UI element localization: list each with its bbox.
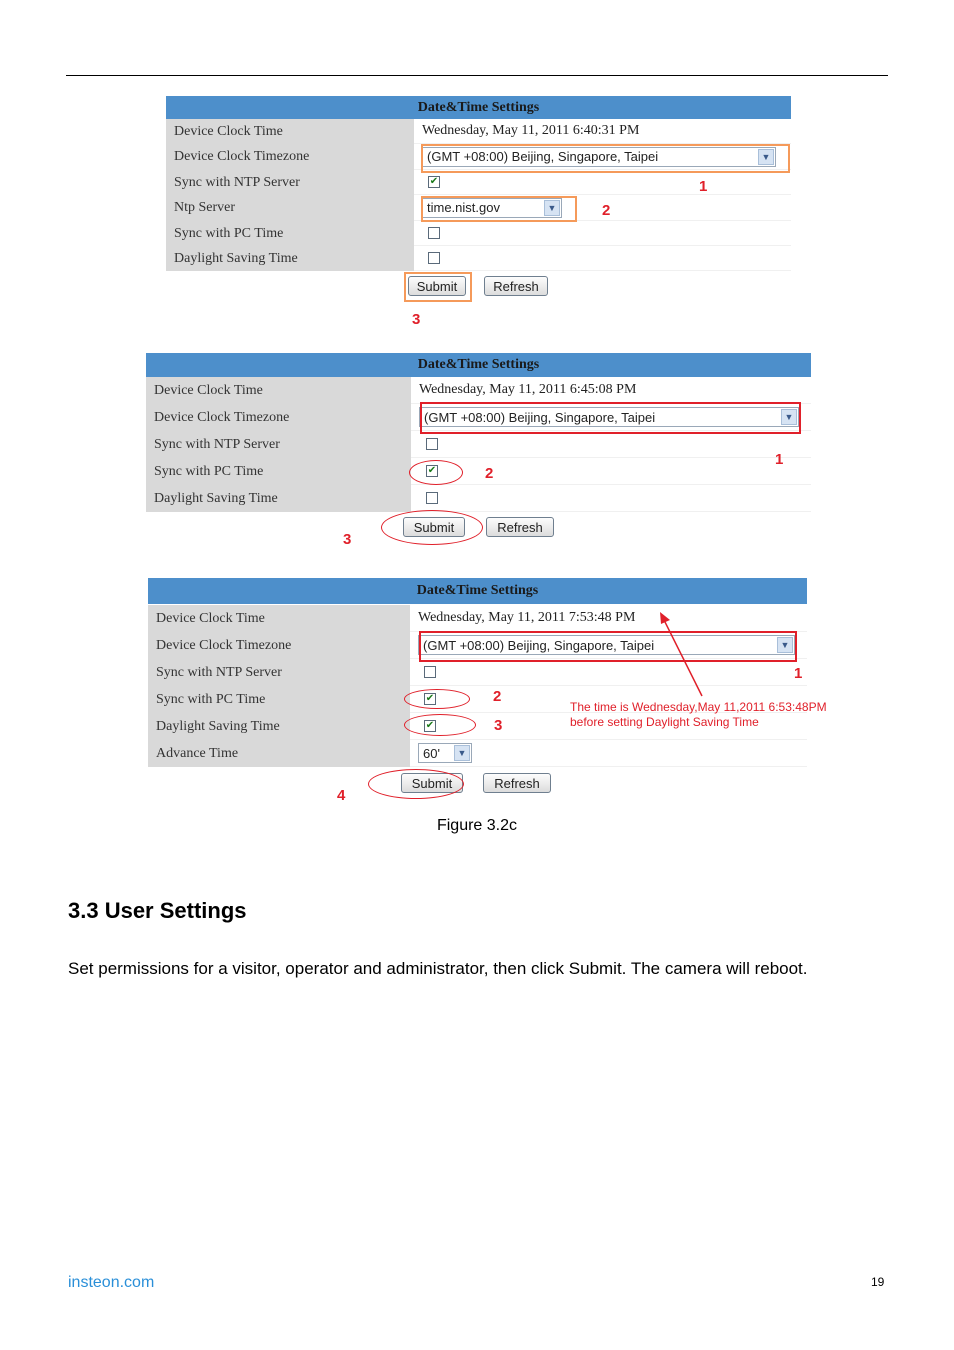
figure-caption: Figure 3.2c bbox=[436, 817, 518, 834]
row-label: Daylight Saving Time bbox=[166, 246, 414, 271]
submit-button[interactable]: Submit bbox=[403, 517, 465, 537]
page-number: 19 bbox=[871, 1275, 885, 1289]
timezone-select-value: (GMT +08:00) Beijing, Singapore, Taipei bbox=[423, 637, 655, 653]
annotation-note bbox=[570, 700, 850, 730]
refresh-button[interactable]: Refresh bbox=[484, 276, 548, 296]
callout-number: 1 bbox=[775, 451, 784, 468]
row-device-clock-time bbox=[146, 377, 811, 404]
row-advance-time bbox=[148, 740, 807, 767]
advance-time-select[interactable] bbox=[418, 743, 472, 763]
sync-pc-checkbox[interactable] bbox=[428, 227, 440, 239]
refresh-button[interactable]: Refresh bbox=[483, 773, 551, 793]
row-label: Daylight Saving Time bbox=[146, 485, 411, 512]
body-paragraph: Set permissions for a visitor, operator and administrator, then click Submit. The camera will reboot. bbox=[68, 959, 808, 978]
callout-number: 1 bbox=[699, 178, 708, 195]
row-sync-pc bbox=[146, 458, 811, 485]
row-label: Advance Time bbox=[148, 740, 410, 767]
row-label: Device Clock Time bbox=[146, 377, 411, 404]
daylight-saving-checkbox[interactable] bbox=[426, 492, 438, 504]
row-label: Sync with PC Time bbox=[146, 458, 411, 485]
sync-pc-checkbox[interactable]: ✔ bbox=[427, 465, 437, 476]
timezone-select-value: (GMT +08:00) Beijing, Singapore, Taipei bbox=[424, 409, 656, 425]
highlight-box bbox=[421, 144, 790, 173]
device-clock-time-value: Wednesday, May 11, 2011 6:40:31 PM bbox=[414, 119, 791, 144]
sync-ntp-checkbox[interactable]: ✔ bbox=[429, 176, 439, 187]
advance-time-select-value: 60' bbox=[423, 745, 440, 761]
submit-button[interactable]: Submit bbox=[408, 276, 466, 296]
row-label: Sync with NTP Server bbox=[148, 659, 410, 686]
device-clock-time-value: Wednesday, May 11, 2011 7:53:48 PM bbox=[410, 605, 807, 632]
ntp-server-select-value: time.nist.gov bbox=[427, 200, 500, 215]
callout-number: 3 bbox=[343, 531, 352, 548]
row-device-clock-time bbox=[166, 119, 791, 144]
panel-title: Date&Time Settings bbox=[166, 96, 791, 119]
submit-button[interactable]: Submit bbox=[401, 773, 463, 793]
callout-number: 2 bbox=[485, 465, 494, 482]
highlight-ellipse bbox=[409, 460, 463, 485]
row-label: Ntp Server bbox=[166, 195, 414, 221]
panel-title: Date&Time Settings bbox=[148, 578, 807, 604]
row-label: Sync with NTP Server bbox=[166, 170, 414, 195]
daylight-saving-checkbox[interactable] bbox=[428, 252, 440, 264]
row-label: Device Clock Time bbox=[148, 605, 410, 632]
row-label: Device Clock Timezone bbox=[166, 144, 414, 170]
callout-number: 2 bbox=[493, 688, 502, 705]
timezone-select-value: (GMT +08:00) Beijing, Singapore, Taipei bbox=[427, 149, 659, 164]
row-label: Daylight Saving Time bbox=[148, 713, 410, 740]
chevron-down-icon[interactable]: ▼ bbox=[544, 200, 560, 216]
section-heading: 3.3 User Settings bbox=[68, 898, 247, 923]
chevron-down-icon[interactable]: ▼ bbox=[781, 409, 797, 425]
row-sync-ntp bbox=[146, 431, 811, 458]
row-sync-pc bbox=[166, 221, 791, 246]
row-label: Sync with PC Time bbox=[166, 221, 414, 246]
annotation-note-line: The time is Wednesday,May 11,2011 6:53:48PM bbox=[570, 700, 827, 714]
chevron-down-icon[interactable]: ▼ bbox=[454, 745, 470, 761]
annotation-note-line: before setting Daylight Saving Time bbox=[570, 715, 759, 729]
row-sync-ntp bbox=[166, 170, 791, 195]
panel-title: Date&Time Settings bbox=[146, 353, 811, 377]
row-daylight-saving bbox=[166, 246, 791, 271]
refresh-button[interactable]: Refresh bbox=[486, 517, 554, 537]
row-label: Sync with NTP Server bbox=[146, 431, 411, 458]
top-rule bbox=[66, 75, 888, 76]
callout-number: 2 bbox=[602, 202, 611, 219]
row-label: Sync with PC Time bbox=[148, 686, 410, 713]
highlight-box bbox=[421, 196, 577, 222]
row-daylight-saving bbox=[146, 485, 811, 512]
callout-number: 4 bbox=[337, 787, 346, 804]
callout-number: 3 bbox=[494, 717, 503, 734]
highlight-ellipse bbox=[381, 510, 483, 545]
highlight-ellipse bbox=[368, 769, 464, 799]
sync-ntp-checkbox[interactable] bbox=[426, 438, 438, 450]
highlight-box bbox=[419, 631, 797, 662]
datetime-panel-2 bbox=[146, 353, 811, 543]
callout-number: 3 bbox=[412, 311, 421, 328]
row-label: Device Clock Time bbox=[166, 119, 414, 144]
footer-link[interactable]: insteon.com bbox=[68, 1274, 155, 1291]
daylight-saving-checkbox[interactable]: ✔ bbox=[425, 720, 435, 731]
callout-number: 1 bbox=[794, 665, 803, 682]
chevron-down-icon[interactable]: ▼ bbox=[777, 637, 793, 653]
row-label: Device Clock Timezone bbox=[146, 404, 411, 431]
highlight-box bbox=[404, 272, 472, 302]
sync-ntp-checkbox[interactable] bbox=[424, 666, 436, 678]
highlight-ellipse bbox=[404, 714, 476, 736]
row-label: Device Clock Timezone bbox=[148, 632, 410, 659]
highlight-box bbox=[420, 402, 801, 434]
annotation-arrow bbox=[650, 606, 710, 701]
device-clock-time-value: Wednesday, May 11, 2011 6:45:08 PM bbox=[411, 377, 811, 404]
chevron-down-icon[interactable]: ▼ bbox=[758, 149, 774, 165]
highlight-ellipse bbox=[404, 689, 470, 709]
sync-pc-checkbox[interactable]: ✔ bbox=[425, 693, 435, 704]
